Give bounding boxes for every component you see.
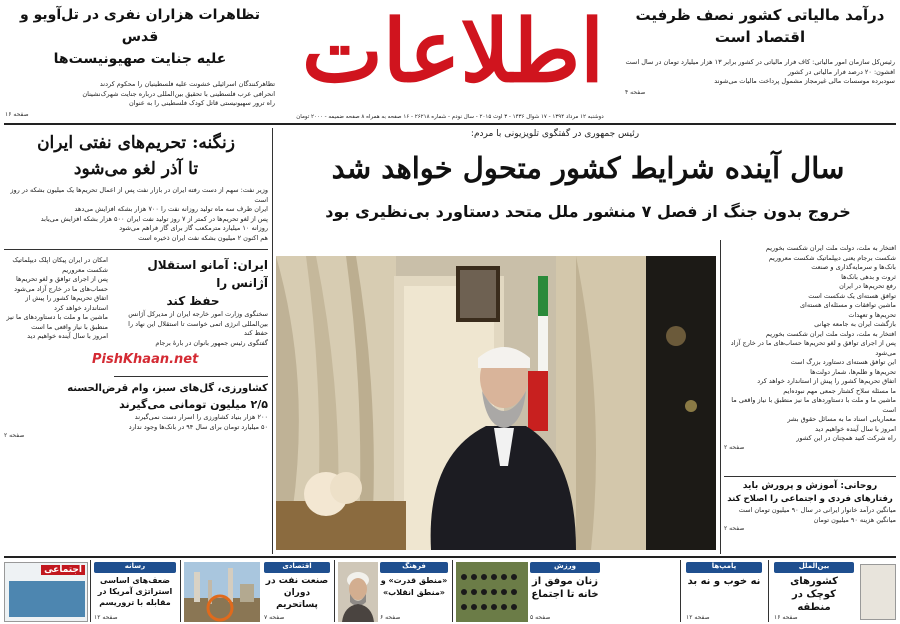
bullet-text: ما مسئله سلاح کشتار جمعی مهم نبوده‌ایم [783,386,896,395]
date-line-text: دوشنبه ۱۲ مرداد ۱۳۹۴ - ۱۷ شوال ۱۴۳۶ - ۳ اوت ۲۰۱۵ - سال نودم - شماره ۲۶۲۱۸ - ۱۶ صفحه به همراه ۸ صفحه ضمیمه - ۲۰۰۰ تومان [296,114,604,120]
tile-title: نه خوب و نه بد [687,576,761,587]
tile-divider [452,560,453,622]
lead-photo[interactable] [276,256,716,550]
page-ref: صفحه ۴ [625,88,646,96]
tile-image [860,564,896,620]
page-ref: صفحه ۱۲ [94,614,118,621]
page-ref: صفحه ۷ [264,614,285,621]
bullet-text: سخنگوی وزارت امور خارجه ایران از مدیرکل آژانس بین‌المللی انرژی اتمی خواست تا استقلال این نهاد را حفظ کند [128,310,268,337]
bullet-text: شکست برجام یعنی دیپلماتیک شکست معروریم [768,253,896,262]
lead-headline[interactable]: سال آینده شرایط کشور متحول خواهد شد [331,151,845,185]
bullet-text: گفتگوی رئیس جمهور بانوان در بارهٔ برجام [155,338,268,347]
column-divider [720,240,721,554]
bullet-text: افشون: ۲۰ درصد فرار مالیاتی در کشور [787,67,895,76]
headline: ۲/۵ میلیون تومانی می‌گیرند [119,398,268,411]
page-ref: صفحه ۶ [380,614,401,621]
top-right-story[interactable] [625,4,895,108]
tile-divider [180,560,181,622]
story-amano[interactable] [4,256,268,367]
bullet-text: سودبرده موسسات مالی غیرمجاز مشمول پرداخت مالیات می‌شوند [714,77,895,85]
bullet-text: امروز با سال آینده خواهیم دید [815,424,896,433]
bullet-text: توافق هسته‌ای یک شکست است [808,291,896,300]
sub-headline: رفتارهای فردی و اجتماعی را اصلاح کند [727,494,893,504]
tile-kicker: ورزش [530,562,600,573]
left-column [4,130,268,554]
tile-title: صنعت نفت در دوران پساتحریم [265,576,329,610]
headline: تظاهرات هزاران نفری در تل‌آویو و قدس [20,7,260,45]
bullet-text: معماریابی اسناد ما به مسائل حقوق بشر [787,415,896,423]
sub-headline: روحانی: آموزش و پرورش باید [742,481,878,491]
bullet-text: ایران ظرف سه ماه تولید روزانه نفت را ۷۰۰ هزار بشکه افزایش می‌دهد [74,205,268,213]
bullet-text: بازگشت ایران به جامعه جهانی [814,320,896,328]
top-left-story[interactable] [5,4,275,118]
sub-story[interactable] [724,476,896,552]
tile-title: «منطق قدرت» و «منطق انقلاب» [380,576,448,597]
headline: علیه جنایت صهیونیست‌ها [53,51,227,67]
bullet-text: امروز با سال آینده خواهیم دید [27,332,108,340]
bullet-text: رفع تحریم‌ها در ایران [839,282,896,290]
bullet-text: ۵۰ میلیارد تومان برای سال ۹۴ در بانک‌ها وجود ندارد [128,422,268,431]
ad-label: اجتماعی [41,565,85,575]
bullet-text: میانگین هزینه ۹۰ میلیون تومان [813,515,896,524]
bullet-text: ۲۰۰ هزار بنیاد کشاورزی را اسرار دست نمی‌گیرند [134,413,268,421]
headline: اقتصاد است [714,28,806,46]
tile-title: ضعف‌های اساسی استراتژی آمریکا در مقابله با تروریسم [97,576,173,607]
bullet-text: این توافق هسته‌ای دستاورد بزرگ است [790,358,896,366]
crowd-photo [456,562,528,622]
bullet-text: اتفاق تحریم‌ها کشور را پیش از استاندارد خواهد کرد [25,294,108,312]
tile-title: زنان موفق از خانه تا اجتماع [531,576,599,600]
column-divider [272,128,273,554]
headline: زنگنه: تحریم‌های نفتی ایران [37,133,235,153]
bullet-text: پس از لغو تحریم‌ها در کمتر از ۷ روز تولید نفت ایران ۵۰۰ هزار بشکه افزایش می‌یابد [40,214,268,223]
bullet-text: بانک‌ها و سرمایه‌گذاری و صنعت [811,263,896,271]
refinery-photo [184,562,260,622]
logo-text: اطلاعات [301,1,605,102]
cleric-portrait [338,562,378,622]
bullet-text: ماشین ما و ملت با دستاوردهای ما نیز منطبق با نیاز واقعی ما است [6,313,108,331]
bullet-text: تحریم‌ها و ظلم‌ها، شمار دولت‌ها [810,367,896,376]
bullet-text: ماشین توافقات و مسئله‌ای هسته‌ای [799,301,896,309]
bullet-text: ماشین ما و ملت با دستاوردهای ما نیز منطبق با نیاز واقعی ما است [731,396,896,414]
newspaper-logo[interactable] [298,0,608,106]
bullet-text: افتخار به ملت، دولت ملت ایران شکست بخوریم [765,244,896,252]
tile-divider [680,560,681,622]
lead-kicker: رئیس جمهوری در گفتگوی تلویزیونی با مردم: [470,129,640,139]
tile-kicker: فرهنگ [380,562,448,573]
page-ref: صفحه ۱۶ [774,614,798,621]
headline: کشاورزی، گل‌های سبز، وام قرض‌الحسنه [67,383,268,394]
masthead [0,0,900,122]
bottom-tile[interactable] [262,560,332,622]
tile-title: کشورهای کوچک در منطقه [790,576,838,613]
page-ref: صفحه ۱۶ [5,110,29,118]
bullet-text: پس از اجرای توافق و لغو تحریم‌ها حساب‌های ما در خارج آزاد می‌شود [14,275,108,293]
headline: تا آذر لغو می‌شود [73,159,199,179]
bullet-text: تحریم‌ها و تعهدات [848,310,896,319]
bottom-tile[interactable] [682,560,766,622]
bullet-text: رئیس‌کل سازمان امور مالیاتی: کاف فرار مالیاتی در کشور برابر ۱۳ هزار میلیارد تومان در سال است [625,58,895,66]
bottom-tile[interactable] [92,560,178,622]
bottom-strip [0,558,900,624]
bullet-text: راه شرکت کنید همچنان در این کشور [796,434,896,442]
story-zangeneh[interactable] [4,130,268,243]
bullet-text: امکان در ایران پیکان اپلک دیپلماتیک شکست معروریم [12,256,108,274]
bullet-text: وزیر نفت: سهم از دست رفته ایران در بازار نفت پس از اعمال تحریم‌ها یک میلیون بشکه در روز است [10,186,268,204]
tile-image [338,562,378,622]
bullet-text: میانگین درآمد خانوار ایرانی در سال ۹۰ میلیون تومان است [738,506,896,514]
page-ref: صفحه ۵ [530,614,551,621]
page-ref: صفحه ۲ [724,443,745,451]
lead-subhead: خروج بدون جنگ از فصل ۷ منشور ملل متحد دستاورد بی‌نظیری بود [325,202,851,221]
page-ref: صفحه ۲ [4,432,25,439]
headline: درآمد مالیاتی کشور نصف ظرفیت [635,6,885,24]
bullet-text: انحرافی عرب فلسطینی با تحقیق بین‌المللی درباره جنایت شهرک‌نشینان [82,89,275,98]
bullet-text: تظاهرکنندگان اسرائیلی خشونت علیه فلسطینیان را محکوم کردند [99,80,275,88]
divider [114,376,268,377]
side-column [4,256,108,396]
date-line [270,112,630,122]
ad-box[interactable] [4,562,88,622]
bullet-text: اتفاق تحریم‌ها کشور را پیش از استاندارد خواهد کرد [757,377,896,385]
lead-photo-graphic [276,256,716,550]
masthead-rule [4,123,896,125]
bullet-text: ثروت و بدهی بانک‌ها [841,272,896,281]
bullet-text: راه ترور سهیونیستی قاتل کودک فلسطینی را به عنوان [129,99,275,107]
page-ref: صفحه ۲ [724,525,745,532]
watermark: PishKhaan.net [92,352,199,367]
bullet-text: افتخار به ملت، دولت ملت ایران شکست بخوریم [765,329,896,338]
bottom-tile[interactable] [770,560,898,622]
tile-kicker: پامپ‌ها [686,562,762,573]
bottom-tile[interactable] [378,560,450,622]
tile-kicker: اقتصادی [264,562,330,573]
bottom-tile[interactable] [526,560,678,622]
tile-image [184,562,260,622]
bullet-text: هم اکنون ۲ میلیون بشکه نفت ایران ذخیره است [138,233,268,242]
bullet-text: پس از اجرای توافق و لغو تحریم‌ها حساب‌های ما در خارج آزاد می‌شود [730,339,896,357]
tile-kicker: بین‌الملل [774,562,854,573]
tile-image [456,562,528,622]
bullet-text: روزانه ۱۰ میلیارد مترمکعب گاز برای گاز فراهم می‌شود [119,224,268,232]
headline: ایران: آمانو استقلال آژانس را [147,258,268,290]
tile-divider [768,560,769,622]
ad-image [9,581,85,617]
headline: حفظ کند [166,294,220,308]
tile-kicker: رسانه [94,562,176,573]
tile-divider [90,560,91,622]
divider [4,249,268,250]
page-ref: صفحه ۱۲ [686,614,710,621]
tile-divider [334,560,335,622]
